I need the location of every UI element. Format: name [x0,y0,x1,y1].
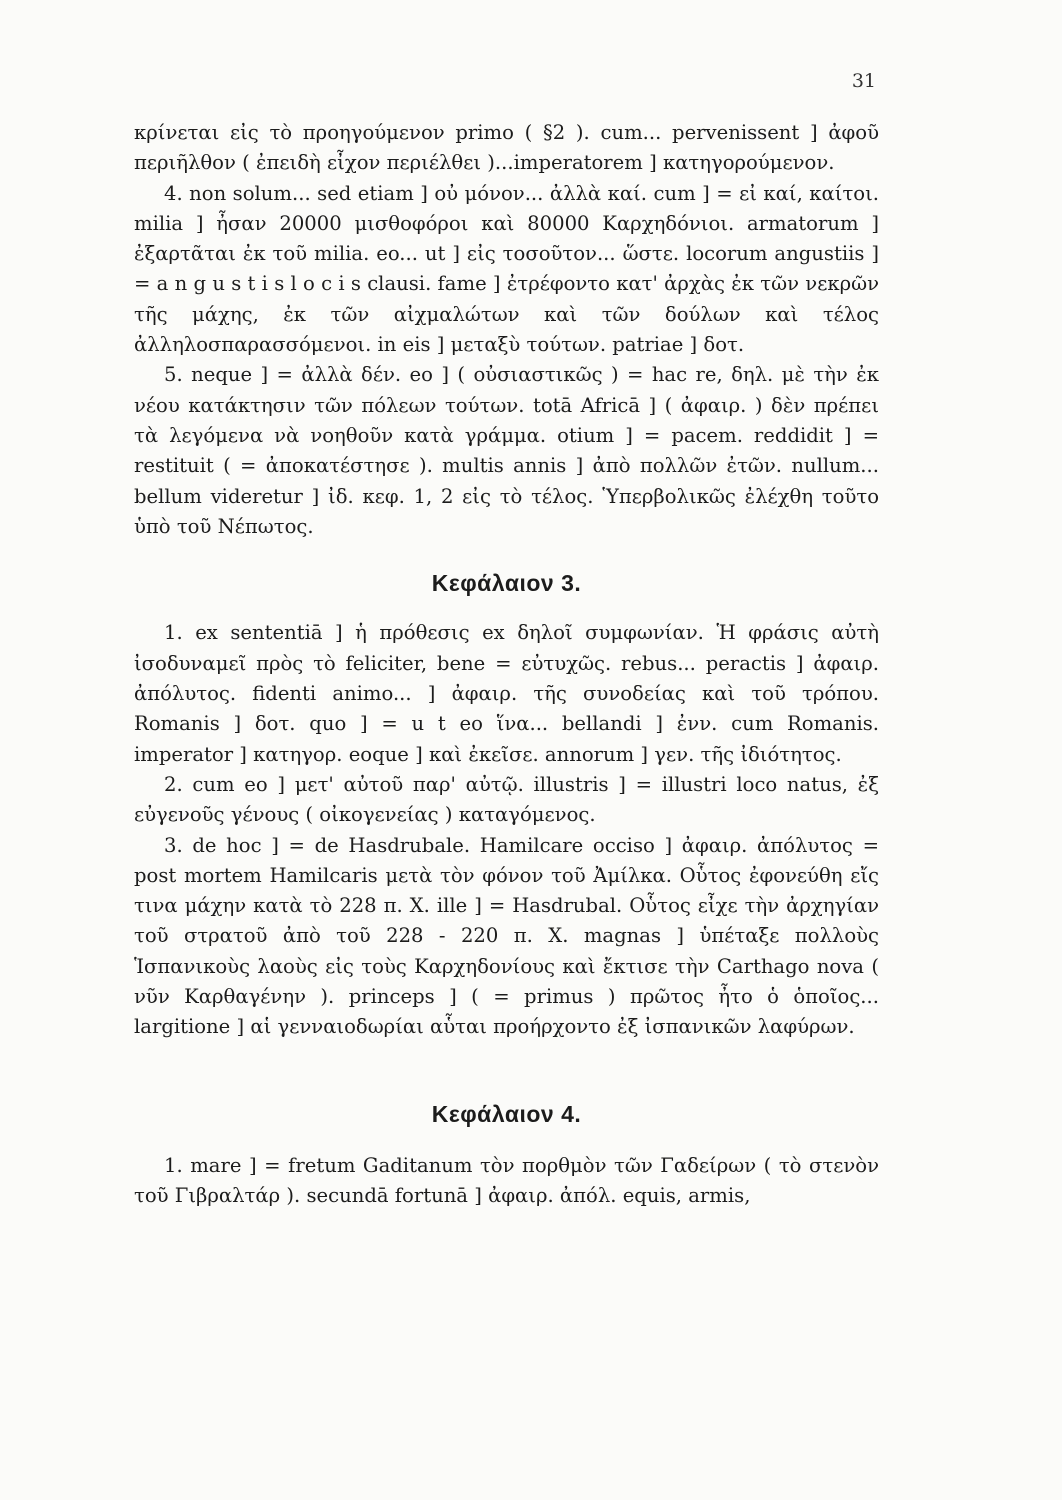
paragraph: 1. ex sententiā ] ἡ πρόθεσις ex δηλοῖ συμφωνίαν. Ἡ φράσις αὐτὴ ἰσοδυναμεῖ πρὸς τὸ feliciter, bene = εὐτυχῶς. rebus... peractis ] ἀφαιρ. ἀπόλυτος. fidenti animo... ] ἀφαιρ. τῆς συνοδείας καὶ τοῦ τρόπου. Romanis ] δοτ. quo ] = u t eo ἵνα... bellandi ] ἐνν. cum Romanis. imperator ] κατηγορ. eoque ] καὶ ἐκεῖσε. annorum ] γεν. τῆς ἰδιότητος. [134,621,879,766]
paragraph: 1. mare ] = fretum Gaditanum τὸν πορθμὸν τῶν Γαδείρων ( τὸ στενὸν τοῦ Γιβραλτάρ ). secundā fortunā ] ἀφαιρ. ἀπόλ. equis, armis, [134,1153,879,1208]
paragraph: 2. cum eo ] μετ' αὐτοῦ παρ' αὐτῷ. illustris ] = illustri loco natus, ἐξ εὐγενοῦς γένους ( οἰκογενείας ) καταγόμενος. [134,772,879,827]
paragraph: 5. neque ] = ἀλλὰ δέν. eo ] ( οὐσιαστικῶς ) = hac re, δηλ. μὲ τὴν ἐκ νέου κατάκτησιν τῶν πόλεων τούτων. totā Africā ] ( ἀφαιρ. ) δὲν πρέπει τὰ λεγόμενα νὰ νοηθοῦν κατὰ γράμμα. otium ] = pacem. reddidit ] = restituit ( = ἀποκατέστησε ). multis annis ] ἀπὸ πολλῶν ἐτῶν. nullum... bellum videretur ] ἰδ. κεφ. 1, 2 εἰς τὸ τέλος. Ὑπερβολικῶς ἐλέχθη τοῦτο ὑπὸ τοῦ Νέπωτος. [134,363,879,538]
page-body [134,118,879,1212]
paragraph: κρίνεται εἰς τὸ προηγούμενον primo ( §2 ). cum... pervenissent ] ἀφοῦ περιῆλθον ( ἐπειδὴ εἶχον περιέλθει )...imperatorem ] κατηγορούμενον. [134,121,879,175]
chapter-heading: Κεφάλαιον 3. [431,570,582,597]
page-number: 31 [851,70,876,92]
paragraph: 3. de hoc ] = de Hasdrubale. Hamilcare occiso ] ἀφαιρ. ἀπόλυτος = post mortem Hamilcaris μετὰ τὸν φόνον τοῦ Ἀμίλκα. Οὗτος ἐφονεύθη εἴς τινα μάχην κατὰ τὸ 228 π. Χ. ille ] = Hasdrubal. Οὗτος εἶχε τὴν ἀρχηγίαν τοῦ στρατοῦ ἀπὸ τοῦ 228 - 220 π. Χ. magnas ] ὑπέταξε πολλοὺς Ἱσπανικοὺς λαοὺς εἰς τοὺς Καρχηδονίους καὶ ἔκτισε τὴν Carthago nova ( νῦν Καρθαγένην ). princeps ] ( = primus ) πρῶτος ἦτο ὁ ὁποῖος... largitione ] αἱ γενναιοδωρίαι αὗται προήρχοντο ἐξ ἰσπανικῶν λαφύρων. [134,833,879,1039]
paragraph: 4. non solum... sed etiam ] οὐ μόνον... ἀλλὰ καί. cum ] = εἰ καί, καίτοι. milia ] ἦσαν 20000 μισθοφόροι καὶ 80000 Καρχηδόνιοι. armatorum ] ἐξαρτᾶται ἐκ τοῦ milia. eo... ut ] εἰς τοσοῦτον... ὥστε. locorum angustiis ] = a n g u s t i s l o c i s clausi. fame ] ἐτρέφοντο κατ' ἀρχὰς ἐκ τῶν νεκρῶν τῆς μάχης, ἐκ τῶν αἰχμαλώτων καὶ τῶν δούλων καὶ τέλος ἀλληλοσπαρασσόμενοι. in eis ] μεταξὺ τούτων. patriae ] δοτ. [134,181,879,357]
chapter-heading: Κεφάλαιον 4. [431,1100,582,1127]
